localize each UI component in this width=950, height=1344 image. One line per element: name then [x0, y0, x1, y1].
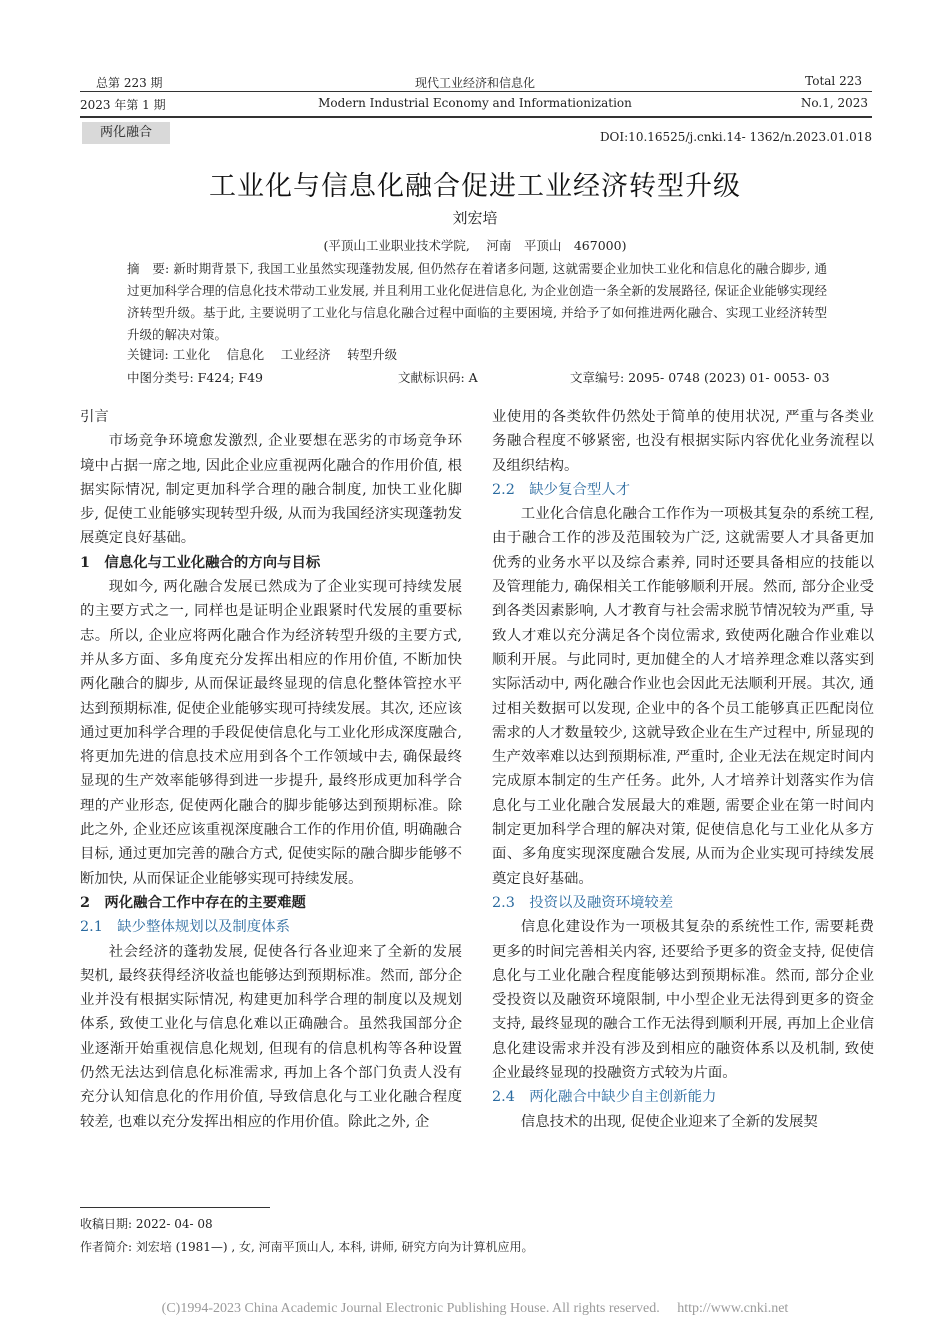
header-divider-thin: [80, 91, 872, 92]
subsection-heading: 2.2 缺少复合型人才: [492, 481, 631, 498]
body-paragraph: 社会经济的蓬勃发展, 促使各行各业迎来了全新的发展契机, 最终获得经济收益也能够达到预期标准。然而, 部分企业并没有根据实际情况, 构建更加科学合理的制度以及规划体系, 致使工业化与信息化难以正确融合。虽然我国部分企业逐渐开始重视信息化规划, 但现有的信息机构等各种设置仍然无法达到信息化标准需求, 再加上各个部门负责人没有充分认知信息化的作用价值, 导致信息化与工业化融合程度较差, 也难以充分发挥出相应的作用价值。除此之外, 企: [80, 943, 462, 1130]
body-paragraph: 信息化建设作为一项极其复杂的系统性工作, 需要耗费更多的时间完善相关内容, 还要给予更多的资金支持, 促使信息化与工业化融合程度能够达到预期标准。然而, 部分企业受投资以及融资环境限制, 中小型企业无法得到更多的资金支持, 最终显现的融合工作无法得到顺利开展, 再加上企业信息化建设需求并没有涉及到相应的融资体系以及机制, 致使企业最终显现的投融资方式较为片面。: [492, 919, 874, 1082]
section-heading: 2 两化融合工作中存在的主要难题: [80, 893, 306, 911]
section-tag: 两化融合: [82, 122, 170, 144]
body-text: 引言: [80, 409, 109, 425]
footnote-divider: [80, 1207, 270, 1208]
header-issue-year: 2023 年第 1 期: [80, 98, 166, 112]
article-number: 文章编号: 2095- 0748 (2023) 01- 0053- 03: [570, 370, 830, 385]
body-paragraph: 市场竞争环境愈发激烈, 企业要想在恶劣的市场竞争环境中占据一席之地, 因此企业应重视两化融合的作用价值, 根据实际情况, 制定更加科学合理的融合制度, 加快工业化脚步, 促使工业能够实现转型升级, 从而为我国经济实现蓬勃发展奠定良好基础。: [80, 433, 462, 547]
subsection-heading: 2.1 缺少整体规划以及制度体系: [80, 919, 290, 936]
subsection-heading: 2.3 投资以及融资环境较差: [492, 894, 674, 911]
header-number-en: No.1, 2023: [800, 96, 868, 110]
section-heading: 1 信息化与工业化融合的方向与目标: [80, 553, 321, 571]
body-right-column: [492, 405, 874, 1134]
abstract: 摘 要: 新时期背景下, 我国工业虽然实现蓬勃发展, 但仍然存在着诸多问题, 这就需要企业加快工业化和信息化的融合脚步, 通过更加科学合理的信息化技术带动工业发展, 并且利用工业化促进信息化, 为企业创造一条全新的发展路径, 保证企业能够实现经济转型升级。基于此, 主要说明了工业化与信息化融合过程中面临的主要困境, 并给予了如何推进两化融合、实现工业经济转型升级的解决对策。: [127, 261, 827, 342]
body-paragraph: 信息技术的出现, 促使企业迎来了全新的发展契: [520, 1113, 818, 1130]
subsection-heading: 2.4 两化融合中缺少自主创新能力: [492, 1089, 717, 1106]
body-left-column: [80, 405, 462, 1134]
body-paragraph: 工业化合信息化融合工作作为一项极其复杂的系统工程, 由于融合工作的涉及范围较为广泛, 这就需要人才具备更加优秀的业务水平以及综合素养, 同时还要具备相应的技能以及管理能力, 确保相关工作能够顺利开展。然而, 部分企业受到各类因素影响, 人才教育与社会需求脱节情况较为严重, 导致人才难以充分满足各个岗位需求, 致使两化融合作业难以顺利开展。与此同时, 更加健全的人才培养理念难以落实到实际活动中, 两化融合作业也会因此无法顺利开展。其次, 通过相关数据可以发现, 企业中的各个员工能够真正匹配岗位需求的人才数量较少, 这就导致企业在生产过程中, 所显现的生产效率难以达到预期标准, 严重时, 企业无法在规定时间内完成原本制定的生产任务。此外, 人才培养计划落实作为信息化与工业化融合发展最大的难题, 需要企业在第一时间内制定更加科学合理的解决对策, 促使信息化与工业化从多方面、多角度实现深度融合发展, 从而为企业实现可持续发展奠定良好基础。: [492, 506, 874, 887]
keywords: 关键词: 工业化 信息化 工业经济 转型升级: [127, 347, 398, 362]
journal-name-cn: 现代工业经济和信息化: [414, 76, 535, 90]
article-title: 工业化与信息化融合促进工业经济转型升级: [209, 171, 741, 202]
author-name: 刘宏培: [452, 209, 498, 227]
doi: DOI:10.16525/j.cnki.14- 1362/n.2023.01.018: [599, 130, 872, 144]
clc-number: 中图分类号: F424; F49: [127, 370, 263, 385]
journal-name-en: Modern Industrial Economy and Informationization: [318, 96, 632, 110]
author-bio: 作者简介: 刘宏培 (1981—) , 女, 河南平顶山人, 本科, 讲师, 研究方向为计算机应用。: [80, 1240, 534, 1254]
header-issue-total: 总第 223 期: [96, 76, 163, 90]
header-total-en: Total 223: [805, 74, 862, 88]
copyright-watermark: (C)1994-2023 China Academic Journal Electronic Publishing House. All rights reserved. http://www.cnki.net: [161, 1301, 789, 1316]
header-divider-thick: [80, 116, 872, 118]
body-text: 业使用的各类软件仍然处于简单的使用状况, 严重与各类业务融合程度不够紧密, 也没有根据实际内容优化业务流程以及组织结构。: [492, 409, 874, 474]
body-paragraph: 现如今, 两化融合发展已然成为了企业实现可持续发展的主要方式之一, 同样也是证明企业跟紧时代发展的重要标志。所以, 企业应将两化融合作为经济转型升级的主要方式, 并从多方面、多角度充分发挥出相应的作用价值, 不断加快两化融合的脚步, 从而保证最终显现的信息化整体管控水平达到预期标准, 促使企业能够实现可持续发展。其次, 还应该通过更加科学合理的手段促使信息化与工业化形成深度融合, 将更加先进的信息技术应用到各个工作领域中去, 确保最终显现的生产效率能够得到进一步提升, 最终形成更加科学合理的产业形态, 促使两化融合的脚步能够达到预期标准。除此之外, 企业还应该重视深度融合工作的作用价值, 明确融合目标, 通过更加完善的融合方式, 促使实际的融合脚步能够不断加快, 从而保证企业能够实现可持续发展。: [80, 579, 462, 887]
document-code: 文献标识码: A: [398, 370, 478, 385]
received-date: 收稿日期: 2022- 04- 08: [80, 1217, 213, 1231]
author-affiliation: (平顶山工业职业技术学院, 河南 平顶山 467000): [323, 238, 627, 253]
